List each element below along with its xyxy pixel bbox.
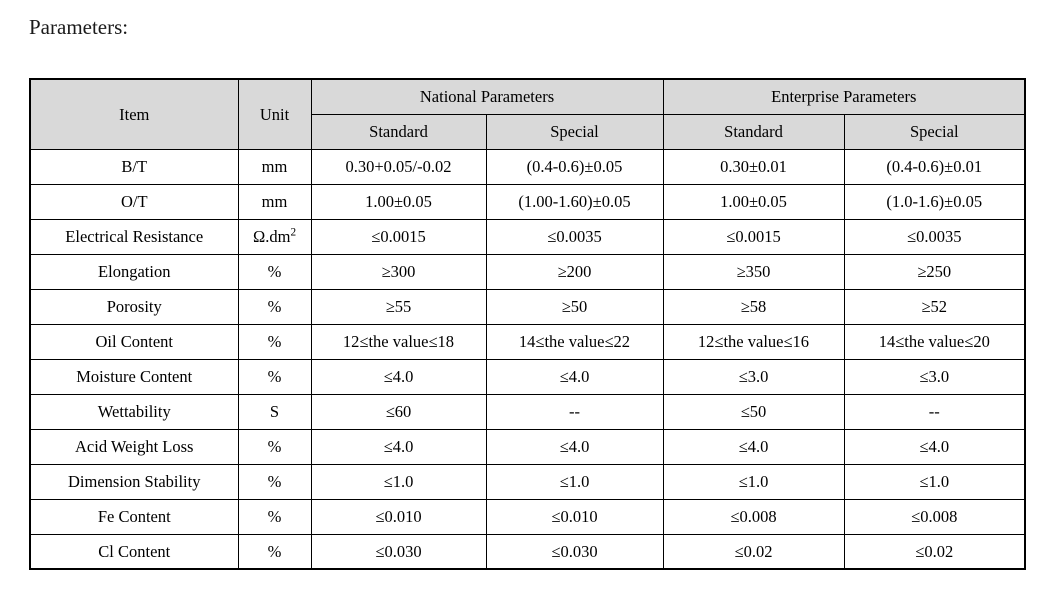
column-header-national-special: Special xyxy=(486,114,663,149)
table-row xyxy=(30,464,1025,499)
cell-national-standard: ≤4.0 xyxy=(311,359,486,394)
cell-enterprise-standard: ≤0.0015 xyxy=(663,219,844,254)
cell-national-standard: ≤4.0 xyxy=(311,429,486,464)
cell-enterprise-standard: ≤50 xyxy=(663,394,844,429)
cell-unit: % xyxy=(238,289,311,324)
column-header-enterprise-special: Special xyxy=(844,114,1025,149)
cell-unit: % xyxy=(238,499,311,534)
table-row xyxy=(30,499,1025,534)
cell-item: Electrical Resistance xyxy=(30,219,238,254)
cell-enterprise-standard: ≤1.0 xyxy=(663,464,844,499)
cell-national-standard: 1.00±0.05 xyxy=(311,184,486,219)
cell-national-standard: ≤60 xyxy=(311,394,486,429)
cell-national-special: ≤1.0 xyxy=(486,464,663,499)
cell-unit: % xyxy=(238,464,311,499)
cell-enterprise-standard: ≥58 xyxy=(663,289,844,324)
cell-national-special: ≤4.0 xyxy=(486,429,663,464)
cell-enterprise-standard: 1.00±0.05 xyxy=(663,184,844,219)
parameters-table xyxy=(29,78,1026,570)
parameters-table-container xyxy=(29,78,1024,570)
column-group-enterprise-parameters: Enterprise Parameters xyxy=(663,79,1025,114)
page-title: Parameters: xyxy=(29,15,129,39)
cell-item: Moisture Content xyxy=(30,359,238,394)
cell-unit: % xyxy=(238,254,311,289)
cell-national-standard: 12≤the value≤18 xyxy=(311,324,486,359)
column-header-item: Item xyxy=(30,79,238,149)
cell-enterprise-standard: ≤3.0 xyxy=(663,359,844,394)
cell-enterprise-special: ≤4.0 xyxy=(844,429,1025,464)
cell-item: Cl Content xyxy=(30,534,238,569)
cell-national-special: -- xyxy=(486,394,663,429)
cell-enterprise-special: (1.0-1.6)±0.05 xyxy=(844,184,1025,219)
cell-national-standard: ≤0.0015 xyxy=(311,219,486,254)
table-row xyxy=(30,324,1025,359)
table-row xyxy=(30,359,1025,394)
cell-enterprise-special: ≤0.0035 xyxy=(844,219,1025,254)
cell-item: Dimension Stability xyxy=(30,464,238,499)
cell-enterprise-special: ≤1.0 xyxy=(844,464,1025,499)
cell-item: B/T xyxy=(30,149,238,184)
cell-national-standard: ≥300 xyxy=(311,254,486,289)
cell-enterprise-special: -- xyxy=(844,394,1025,429)
table-row xyxy=(30,254,1025,289)
cell-national-special: (0.4-0.6)±0.05 xyxy=(486,149,663,184)
cell-national-standard: ≤0.010 xyxy=(311,499,486,534)
cell-enterprise-special: ≤0.02 xyxy=(844,534,1025,569)
cell-enterprise-special: 14≤the value≤20 xyxy=(844,324,1025,359)
cell-enterprise-standard: ≥350 xyxy=(663,254,844,289)
table-row xyxy=(30,534,1025,569)
cell-enterprise-standard: 12≤the value≤16 xyxy=(663,324,844,359)
cell-national-special: 14≤the value≤22 xyxy=(486,324,663,359)
column-header-unit: Unit xyxy=(238,79,311,149)
table-row xyxy=(30,429,1025,464)
column-header-enterprise-standard: Standard xyxy=(663,114,844,149)
cell-enterprise-special: ≤0.008 xyxy=(844,499,1025,534)
cell-unit: mm xyxy=(238,184,311,219)
cell-unit: mm xyxy=(238,149,311,184)
cell-item: Elongation xyxy=(30,254,238,289)
table-row xyxy=(30,394,1025,429)
cell-enterprise-special: (0.4-0.6)±0.01 xyxy=(844,149,1025,184)
cell-national-special: ≥50 xyxy=(486,289,663,324)
cell-enterprise-standard: ≤0.008 xyxy=(663,499,844,534)
cell-enterprise-special: ≥250 xyxy=(844,254,1025,289)
cell-unit: S xyxy=(238,394,311,429)
cell-item: Oil Content xyxy=(30,324,238,359)
cell-national-special: (1.00-1.60)±0.05 xyxy=(486,184,663,219)
cell-national-special: ≤0.0035 xyxy=(486,219,663,254)
cell-enterprise-standard: 0.30±0.01 xyxy=(663,149,844,184)
table-row xyxy=(30,149,1025,184)
cell-enterprise-special: ≥52 xyxy=(844,289,1025,324)
cell-national-standard: ≤0.030 xyxy=(311,534,486,569)
cell-unit: % xyxy=(238,324,311,359)
cell-enterprise-standard: ≤4.0 xyxy=(663,429,844,464)
cell-national-standard: 0.30+0.05/-0.02 xyxy=(311,149,486,184)
cell-unit: % xyxy=(238,359,311,394)
column-group-national-parameters: National Parameters xyxy=(311,79,663,114)
column-header-national-standard: Standard xyxy=(311,114,486,149)
cell-national-standard: ≤1.0 xyxy=(311,464,486,499)
cell-enterprise-standard: ≤0.02 xyxy=(663,534,844,569)
cell-unit: % xyxy=(238,429,311,464)
table-row xyxy=(30,219,1025,254)
cell-national-standard: ≥55 xyxy=(311,289,486,324)
table-header xyxy=(30,79,1025,149)
table-row xyxy=(30,289,1025,324)
cell-unit: % xyxy=(238,534,311,569)
table-row xyxy=(30,184,1025,219)
cell-national-special: ≤4.0 xyxy=(486,359,663,394)
cell-national-special: ≥200 xyxy=(486,254,663,289)
cell-unit: $\Omega.dm^2$ xyxy=(238,219,311,254)
cell-item: Porosity xyxy=(30,289,238,324)
cell-national-special: ≤0.030 xyxy=(486,534,663,569)
cell-enterprise-special: ≤3.0 xyxy=(844,359,1025,394)
table-body xyxy=(30,149,1025,569)
cell-item: Fe Content xyxy=(30,499,238,534)
cell-item: Acid Weight Loss xyxy=(30,429,238,464)
cell-national-special: ≤0.010 xyxy=(486,499,663,534)
cell-item: Wettability xyxy=(30,394,238,429)
header-row-groups xyxy=(30,79,1025,114)
cell-item: O/T xyxy=(30,184,238,219)
